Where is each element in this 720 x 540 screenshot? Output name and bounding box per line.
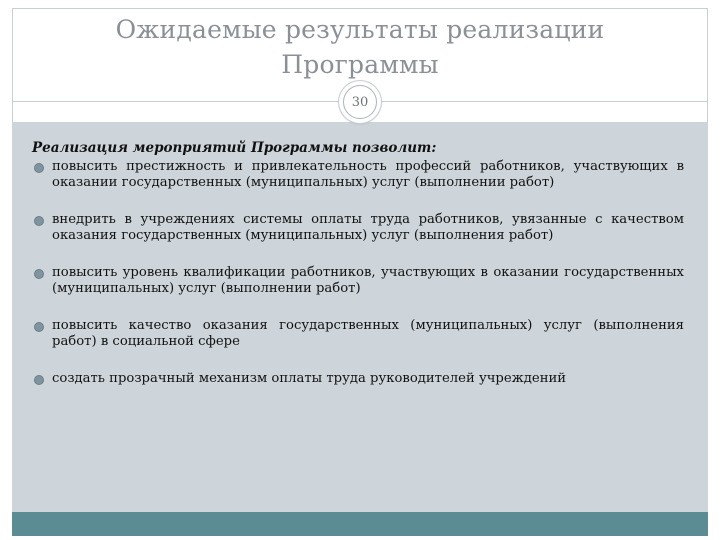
title-line-2: Программы xyxy=(281,50,439,79)
list-item-text: повысить престижность и привлекательность профессий работников, участвующих в оказании государственных (муниципальных) услуг (выполнении работ) xyxy=(52,159,684,190)
page-number-badge xyxy=(339,81,381,123)
list-item xyxy=(32,265,684,297)
list-item xyxy=(32,318,684,350)
list-item-text: внедрить в учреждениях системы оплаты труда работников, увязанные с качеством оказания государственных (муниципальных) услуг (выполнения работ) xyxy=(52,212,684,243)
page-number: 30 xyxy=(343,85,377,119)
bullet-icon xyxy=(34,269,44,279)
bullet-icon xyxy=(34,375,44,385)
list-item xyxy=(32,212,684,244)
slide-title xyxy=(12,12,708,82)
list-item-text: повысить качество оказания государственных (муниципальных) услуг (выполнения работ) в социальной сфере xyxy=(52,318,684,349)
content-panel xyxy=(12,122,708,512)
bullet-icon xyxy=(34,216,44,226)
footer-bar xyxy=(12,512,708,536)
bullet-list xyxy=(32,159,684,387)
list-item-text: повысить уровень квалификации работников, участвующих в оказании государственных (муниципальных) услуг (выполнении работ) xyxy=(52,265,684,296)
list-item-text: создать прозрачный механизм оплаты труда руководителей учреждений xyxy=(52,371,567,386)
bullet-icon xyxy=(34,322,44,332)
list-item xyxy=(32,371,684,387)
bullet-icon xyxy=(34,163,44,173)
list-item xyxy=(32,159,684,191)
lead-text: Реализация мероприятий Программы позволит: xyxy=(32,140,437,156)
title-line-1: Ожидаемые результаты реализации xyxy=(115,15,605,44)
